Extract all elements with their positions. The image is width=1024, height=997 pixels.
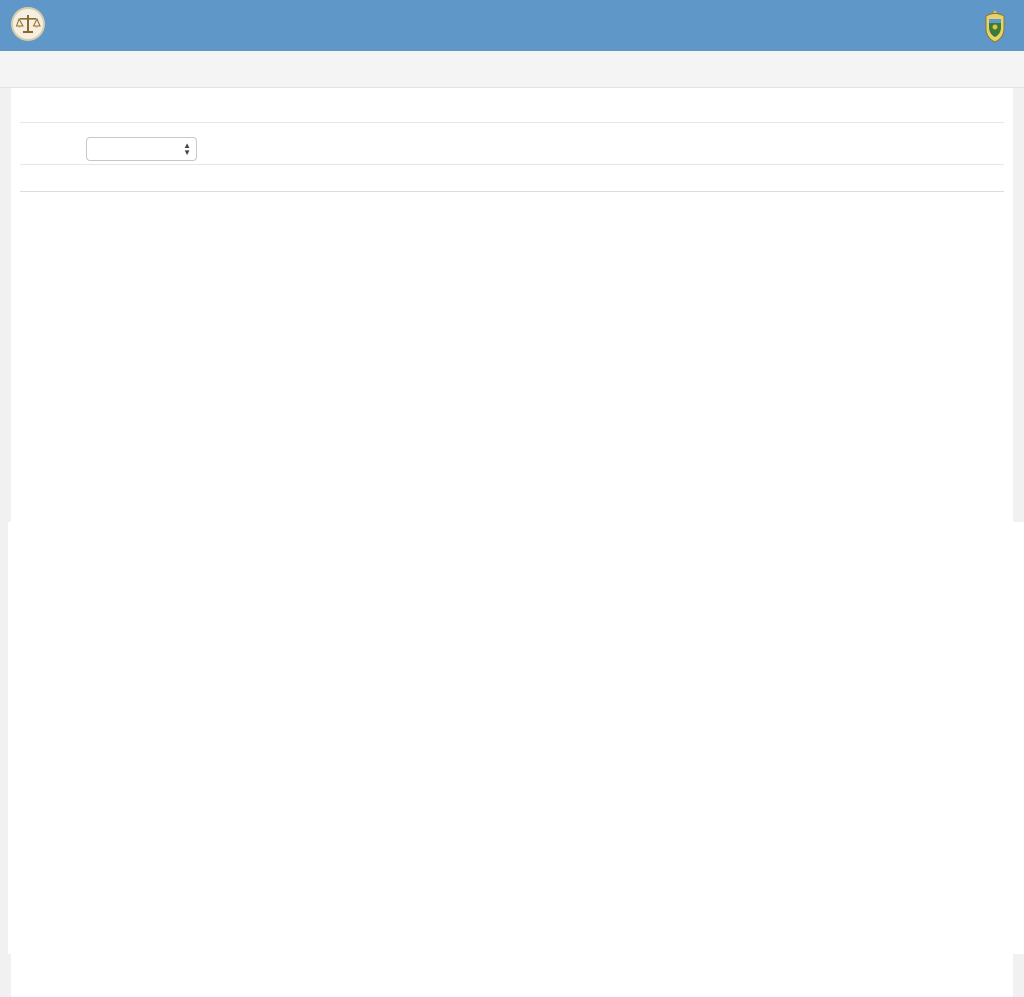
provincial-coat-of-arms-icon: [980, 8, 1010, 44]
select-arrows-icon: ▲ ▼: [183, 141, 191, 157]
table-header-divider: [20, 191, 1004, 192]
nav-bar: [0, 51, 1024, 88]
cargo-select[interactable]: [86, 137, 197, 161]
table-top-divider: [20, 164, 1004, 165]
results-table-overlay-band: [8, 522, 1024, 954]
title-divider: [20, 122, 1004, 123]
scales-of-justice-icon[interactable]: [11, 7, 45, 41]
top-bar: [0, 0, 1024, 51]
